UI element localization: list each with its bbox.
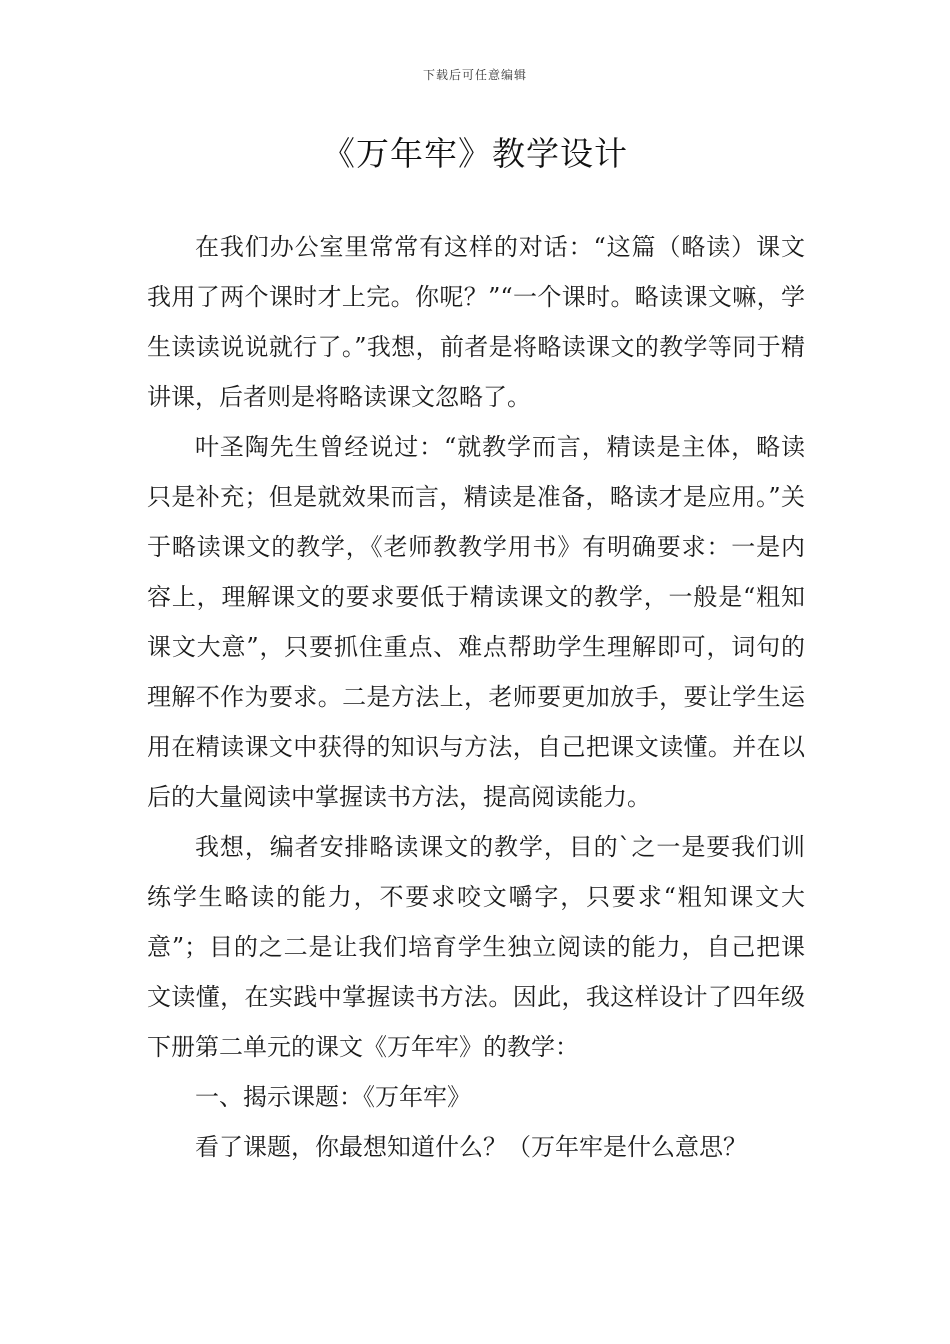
section-heading-1: 一、揭示课题：《万年牢》 [195, 1083, 471, 1111]
header-note: 下载后可任意编辑 [422, 68, 527, 82]
document-body [147, 222, 805, 1172]
paragraph-1: 在我们办公室里常常有这样的对话：“这篇（略读）课文我用了两个课时才上完。你呢？”“一个课时。略读课文嘛，学生读读说说就行了。”我想，前者是将略读课文的教学等同于精讲课，后者则是将略读课文忽略了。 [147, 233, 805, 411]
paragraph-4: 看了课题，你最想知道什么？（万年牢是什么意思？ [195, 1133, 747, 1161]
document-title: 《万年牢》教学设计 [322, 134, 628, 173]
paragraph-3: 我想，编者安排略读课文的教学，目的`之一是要我们训练学生略读的能力，不要求咬文嚼字，只要求“粗知课文大意”；目的之二是让我们培育学生独立阅读的能力，自己把课文读懂，在实践中掌握读书方法。因此，我这样设计了四年级下册第二单元的课文《万年牢》的教学： [147, 833, 805, 1061]
paragraph-2: 叶圣陶先生曾经说过：“就教学而言，精读是主体，略读只是补充；但是就效果而言，精读是准备，略读才是应用。”关于略读课文的教学，《老师教教学用书》有明确要求：一是内容上，理解课文的要求要低于精读课文的教学，一般是“粗知课文大意”，只要抓住重点、难点帮助学生理解即可，词句的理解不作为要求。二是方法上，老师要更加放手，要让学生运用在精读课文中获得的知识与方法，自己把课文读懂。并在以后的大量阅读中掌握读书方法，提高阅读能力。 [147, 433, 805, 811]
